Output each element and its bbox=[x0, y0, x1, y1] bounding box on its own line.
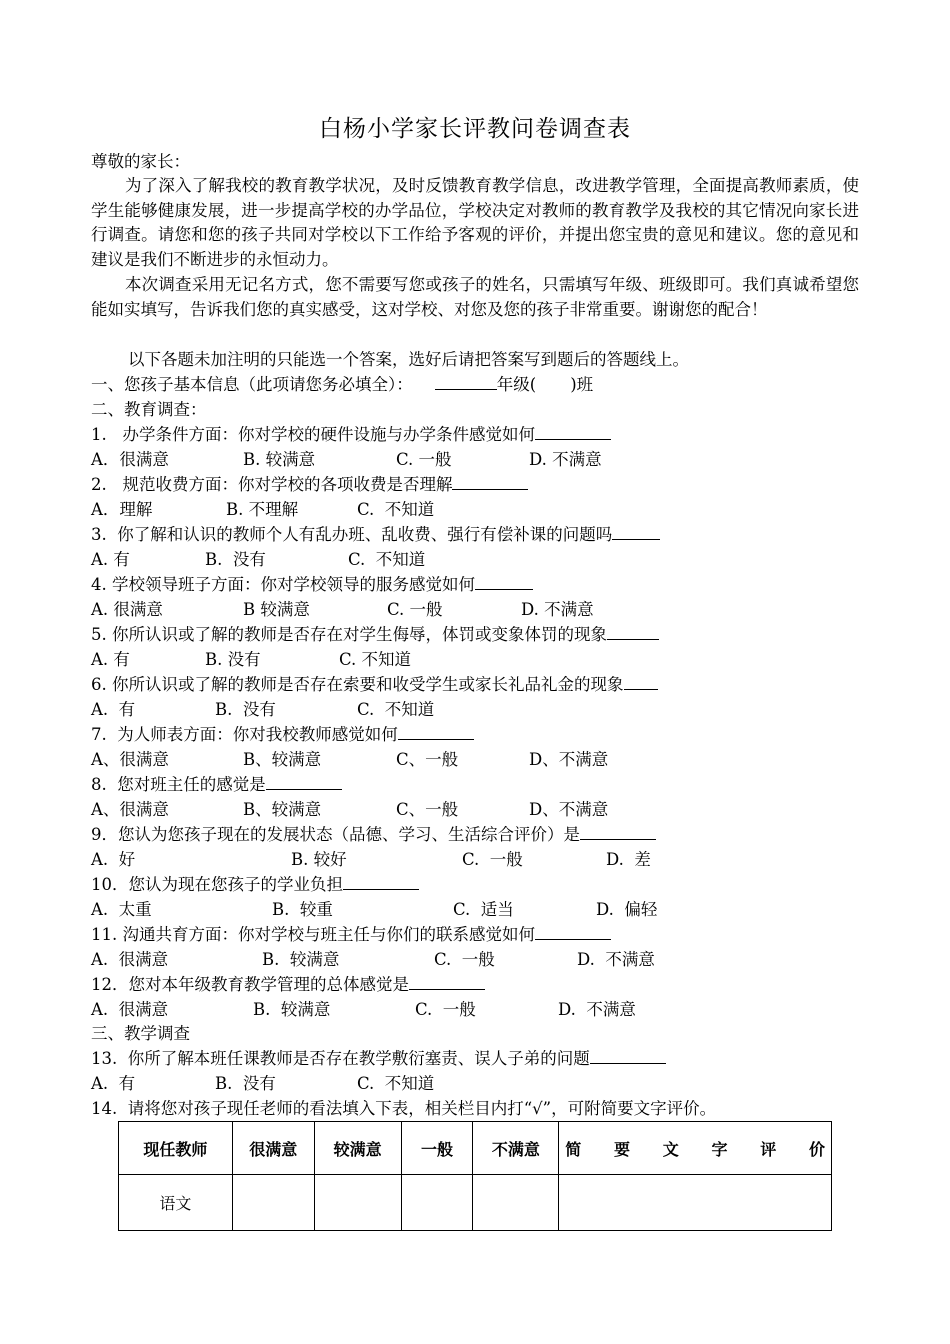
option-c[interactable]: C. 不知道 bbox=[339, 650, 412, 669]
option-b[interactable]: B. 较重 bbox=[272, 900, 333, 919]
option-c[interactable]: C. 一般 bbox=[415, 1000, 476, 1019]
question-11-options bbox=[91, 948, 791, 972]
question-1: 1. 办学条件方面：你对学校的硬件设施与办学条件感觉如何 bbox=[91, 423, 611, 447]
option-d[interactable]: D、不满意 bbox=[529, 750, 609, 769]
option-c[interactable]: C. 一般 bbox=[434, 950, 495, 969]
answer-blank[interactable] bbox=[409, 973, 485, 990]
option-d[interactable]: D、不满意 bbox=[529, 800, 609, 819]
option-c[interactable]: C. 一般 bbox=[462, 850, 523, 869]
option-a[interactable]: A、很满意 bbox=[91, 750, 169, 769]
question-3: 3. 你了解和认识的教师个人有乱办班、乱收费、强行有偿补课的问题吗 bbox=[91, 523, 660, 547]
option-c[interactable]: C、一般 bbox=[396, 800, 459, 819]
question-10-options bbox=[91, 898, 791, 922]
header-teacher: 现任教师 bbox=[119, 1122, 233, 1175]
section-basic-info: 一、您孩子基本信息（此项请您务必填全）： 年级( )班 bbox=[91, 375, 594, 394]
header-unsatisfied: 不满意 bbox=[473, 1122, 559, 1175]
option-c[interactable]: C、一般 bbox=[396, 750, 459, 769]
question-1-options bbox=[91, 448, 791, 472]
option-d[interactable]: D. 差 bbox=[606, 850, 651, 869]
question-5-options bbox=[91, 648, 791, 672]
option-c[interactable]: C. 一般 bbox=[396, 450, 452, 469]
option-b[interactable]: B. 较好 bbox=[291, 850, 347, 869]
option-c[interactable]: C. 不知道 bbox=[348, 550, 426, 569]
option-b[interactable]: B. 没有 bbox=[205, 550, 266, 569]
answer-blank[interactable] bbox=[452, 473, 528, 490]
question-8-options bbox=[91, 798, 791, 822]
question-14: 14. 请将您对孩子现任老师的看法填入下表，相关栏目内打“√”，可附简要文字评价。 bbox=[91, 1099, 717, 1118]
option-b[interactable]: B、较满意 bbox=[243, 750, 322, 769]
section-education-survey: 二、教育调查： bbox=[91, 400, 207, 419]
option-a[interactable]: A、很满意 bbox=[91, 800, 169, 819]
cell-very-satisfied[interactable] bbox=[232, 1175, 314, 1231]
option-b[interactable]: B. 没有 bbox=[205, 650, 261, 669]
table-header-row bbox=[119, 1122, 832, 1175]
option-d[interactable]: D. 不满意 bbox=[529, 450, 602, 469]
cell-unsatisfied[interactable] bbox=[473, 1175, 559, 1231]
page-title: 白杨小学家长评教问卷调查表 bbox=[319, 116, 631, 142]
grade-blank[interactable] bbox=[435, 373, 497, 390]
question-3-options bbox=[91, 548, 791, 572]
header-average: 一般 bbox=[401, 1122, 473, 1175]
question-9: 9．您认为您孩子现在的发展状态（品德、学习、生活综合评价）是 bbox=[91, 823, 656, 847]
answer-blank[interactable] bbox=[580, 823, 656, 840]
option-b[interactable]: B. 较满意 bbox=[262, 950, 340, 969]
question-2-options bbox=[91, 498, 791, 522]
option-b[interactable]: B. 没有 bbox=[215, 700, 276, 719]
question-11: 11. 沟通共育方面：你对学校与班主任与你们的联系感觉如何 bbox=[91, 923, 611, 947]
option-d[interactable]: D. 不满意 bbox=[558, 1000, 636, 1019]
option-a[interactable]: A．理解 bbox=[91, 500, 153, 519]
option-a[interactable]: A. 有 bbox=[91, 700, 136, 719]
cell-satisfied[interactable] bbox=[314, 1175, 401, 1231]
cell-comment[interactable] bbox=[559, 1175, 832, 1231]
question-4: 4. 学校领导班子方面：你对学校领导的服务感觉如何 bbox=[91, 573, 533, 597]
answer-blank[interactable] bbox=[266, 773, 342, 790]
question-6: 6. 你所认识或了解的教师是否存在索要和收受学生或家长礼品礼金的现象 bbox=[91, 673, 658, 697]
intro-paragraph-2: 本次调查采用无记名方式，您不需要写您或孩子的姓名，只需填写年级、班级即可。我们真诚希望您能如实填写，告诉我们您的真实感受，这对学校、对您及您的孩子非常重要。谢谢您的配合！ bbox=[91, 275, 860, 319]
answer-blank[interactable] bbox=[612, 523, 660, 540]
option-c[interactable]: C. 不知道 bbox=[357, 700, 435, 719]
option-c[interactable]: C. 适当 bbox=[453, 900, 514, 919]
option-b[interactable]: B. 不理解 bbox=[226, 500, 299, 519]
option-c[interactable]: C. 一般 bbox=[387, 600, 443, 619]
option-a[interactable]: A. 有 bbox=[91, 1074, 136, 1093]
answer-blank[interactable] bbox=[624, 673, 658, 690]
option-a[interactable]: A. 很满意 bbox=[91, 950, 169, 969]
instruction-line: 以下各题未加注明的只能选一个答案，选好后请把答案写到题后的答题线上。 bbox=[128, 350, 689, 369]
header-very-satisfied: 很满意 bbox=[232, 1122, 314, 1175]
answer-blank[interactable] bbox=[343, 873, 419, 890]
teacher-rating-table bbox=[118, 1121, 832, 1231]
question-8: 8. 您对班主任的感觉是 bbox=[91, 773, 342, 797]
intro-paragraph-1: 为了深入了解我校的教育教学状况，及时反馈教育教学信息，改进教学管理，全面提高教师素质，使学生能够健康发展，进一步提高学校的办学品位，学校决定对教师的教育教学及我校的其它情况向家长进行调查。请您和您的孩子共同对学校以下工作给予客观的评价，并提出您宝贵的意见和建议。您的意见和建议是我们不断进步的永恒动力。 bbox=[91, 176, 860, 270]
question-2: 2. 规范收费方面：你对学校的各项收费是否理解 bbox=[91, 473, 528, 497]
option-a[interactable]: A. 好 bbox=[91, 850, 136, 869]
header-satisfied: 较满意 bbox=[314, 1122, 401, 1175]
answer-blank[interactable] bbox=[607, 623, 659, 640]
section-teaching-survey: 三、教学调查 bbox=[91, 1024, 190, 1043]
question-7-options bbox=[91, 748, 791, 772]
option-a[interactable]: A. 有 bbox=[91, 650, 130, 669]
question-9-options bbox=[91, 848, 791, 872]
question-6-options bbox=[91, 698, 791, 722]
question-4-options bbox=[91, 598, 791, 622]
option-c[interactable]: C. 不知道 bbox=[357, 1074, 435, 1093]
question-10: 10．您认为现在您孩子的学业负担 bbox=[91, 873, 419, 897]
option-a[interactable]: A. 很满意 bbox=[91, 1000, 169, 1019]
salutation: 尊敬的家长： bbox=[91, 152, 190, 171]
option-b[interactable]: B. 较满意 bbox=[243, 450, 316, 469]
option-d[interactable]: D. 不满意 bbox=[577, 950, 655, 969]
question-5: 5. 你所认识或了解的教师是否存在对学生侮辱，体罚或变象体罚的现象 bbox=[91, 623, 659, 647]
option-c[interactable]: C. 不知道 bbox=[357, 500, 435, 519]
answer-blank[interactable] bbox=[475, 573, 533, 590]
option-b[interactable]: B 较满意 bbox=[243, 600, 310, 619]
option-a[interactable]: A. 很满意 bbox=[91, 600, 163, 619]
question-7: 7. 为人师表方面：你对我校教师感觉如何 bbox=[91, 723, 474, 747]
table-row bbox=[119, 1175, 832, 1231]
answer-blank[interactable] bbox=[535, 923, 611, 940]
option-b[interactable]: B、较满意 bbox=[243, 800, 322, 819]
option-b[interactable]: B. 较满意 bbox=[253, 1000, 331, 1019]
option-d[interactable]: D. 偏轻 bbox=[596, 900, 658, 919]
row-teacher-subject: 语文 bbox=[119, 1175, 233, 1231]
question-13: 13. 你所了解本班任课教师是否存在教学敷衍塞责、误人子弟的问题 bbox=[91, 1047, 666, 1071]
option-d[interactable]: D. 不满意 bbox=[521, 600, 594, 619]
question-13-options bbox=[91, 1072, 791, 1096]
answer-blank[interactable] bbox=[535, 423, 611, 440]
option-a[interactable]: A. 太重 bbox=[91, 900, 152, 919]
cell-average[interactable] bbox=[401, 1175, 473, 1231]
header-comment: 简 要 文 字 评 价 bbox=[559, 1122, 832, 1175]
option-a[interactable]: A. 有 bbox=[91, 550, 130, 569]
question-12: 12．您对本年级教育教学管理的总体感觉是 bbox=[91, 973, 485, 997]
option-a[interactable]: A．很满意 bbox=[91, 450, 169, 469]
answer-blank[interactable] bbox=[590, 1047, 666, 1064]
question-12-options bbox=[91, 998, 791, 1022]
answer-blank[interactable] bbox=[398, 723, 474, 740]
option-b[interactable]: B. 没有 bbox=[215, 1074, 276, 1093]
